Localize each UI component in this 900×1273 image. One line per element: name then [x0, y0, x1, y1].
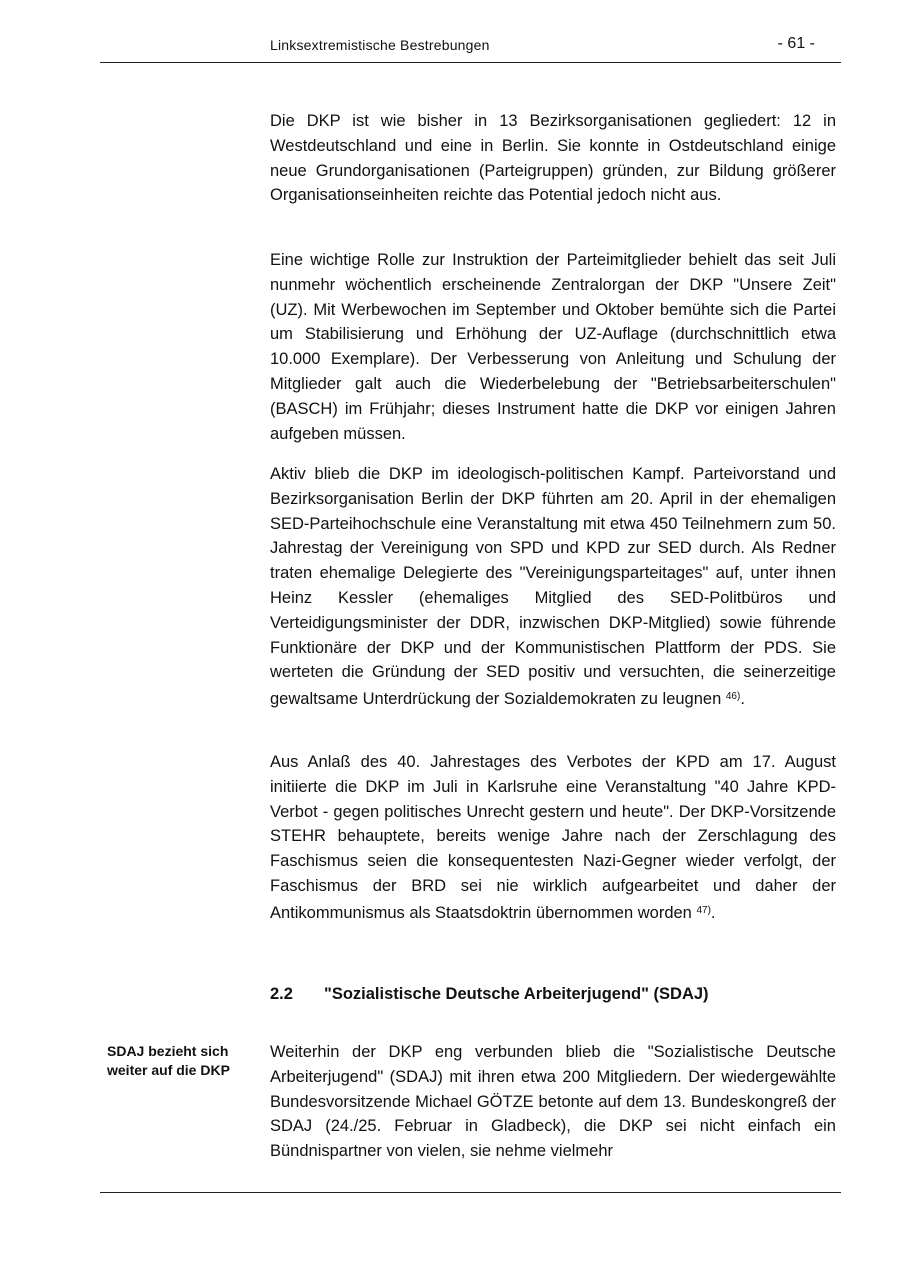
footer-rule — [100, 1192, 841, 1193]
page-header — [100, 0, 841, 63]
footnote-ref-47: 47) — [696, 904, 711, 916]
paragraph-body: Aus Anlaß des 40. Jahrestages des Verbotes der KPD am 17. August initiierte die DKP im Juli in Karlsruhe eine Veranstaltung "40 Jahre KPD-Verbot - gegen politisches Unrecht gestern und heute". Der DKP-Vorsitzende STEHR behauptete, bereits wenige Jahre nach der Zerschlagung des Faschismus seien die konsequentesten Nazi-Gegner wieder verfolgt, der Faschismus der BRD sei nie wirklich aufgearbeitet und daher der Antikommunismus als Staatsdoktrin übernommen worden — [270, 753, 836, 922]
paragraph-sdaj — [270, 1040, 836, 1177]
paragraph-uz-newspaper — [270, 248, 836, 459]
margin-note-line: SDAJ bezieht sich — [107, 1043, 229, 1059]
paragraph-text — [270, 462, 836, 712]
margin-note-line: weiter auf die DKP — [107, 1062, 230, 1078]
paragraph-end: . — [740, 690, 745, 709]
footnote-ref-46: 46) — [725, 691, 741, 703]
section-number: 2.2 — [270, 985, 293, 1003]
running-head-title: Linksextremistische Bestrebungen — [270, 37, 490, 53]
section-title: "Sozialistische Deutsche Arbeiterjugend" (SDAJ) — [324, 985, 709, 1003]
margin-note — [107, 1042, 257, 1080]
page-number: - 61 - — [777, 35, 815, 52]
paragraph-ideological-struggle — [270, 462, 836, 725]
paragraph-text: Die DKP ist wie bisher in 13 Bezirksorganisationen gegliedert: 12 in Westdeutschland und eine in Berlin. Sie konnte in Ostdeutschland einige neue Grundorganisationen (Parteigruppen) gründen, zur Bildung größerer Organisationseinheiten reichte das Potential jedoch nicht aus. — [270, 112, 836, 205]
paragraph-end: . — [710, 903, 716, 922]
paragraph-dkp-organisation — [270, 109, 836, 221]
paragraph-text — [270, 750, 836, 926]
section-heading-sdaj — [270, 985, 836, 1004]
paragraph-kpd-ban-anniversary — [270, 750, 836, 939]
paragraph-body: Aktiv blieb die DKP im ideologisch-politischen Kampf. Parteivorstand und Bezirksorganisation Berlin der DKP führten am 20. April in der ehemaligen SED-Parteihochschule eine Veranstaltung mit etwa 450 Teilnehmern zum 50. Jahrestag der Vereinigung von SPD und KPD zur SED durch. Als Redner traten ehemalige Delegierte des "Vereinigungsparteitages" auf, unter ihnen Heinz Kessler (ehemaliges Mitglied des SED-Politbüros und Verteidigungsminister der DDR, inzwischen DKP-Mitglied) sowie führende Funktionäre der DKP und der Kommunistischen Plattform der PDS. Sie werteten die Gründung der SED positiv und versuchten, die seinerzeitige gewaltsame Unterdrückung der Sozialdemokraten zu leugnen — [270, 465, 836, 709]
paragraph-text: Eine wichtige Rolle zur Instruktion der Parteimitglieder behielt das seit Juli nunmehr wöchentlich erscheinende Zentralorgan der DKP "Unsere Zeit" (UZ). Mit Werbewochen im September und Oktober bemühte sich die Partei um Stabilisierung und Erhöhung der UZ-Auflage (durchschnittlich etwa 10.000 Exemplare). Der Verbesserung von Anleitung und Schulung der Mitglieder galt auch die Wiederbelebung der "Betriebsarbeiterschulen" (BASCH) im Frühjahr; dieses Instrument hatte die DKP vor einigen Jahren aufgeben müssen. — [270, 251, 836, 443]
paragraph-text: Weiterhin der DKP eng verbunden blieb die "Sozialistische Deutsche Arbeiterjugend" (SDAJ) mit ihren etwa 200 Mitgliedern. Der wiedergewählte Bundesvorsitzende Michael GÖTZE betonte auf dem 13. Bundeskongreß der SDAJ (24./25. Februar in Gladbeck), die DKP sei nicht einfach ein Bündnispartner von vielen, sie nehme vielmehr — [270, 1043, 836, 1161]
